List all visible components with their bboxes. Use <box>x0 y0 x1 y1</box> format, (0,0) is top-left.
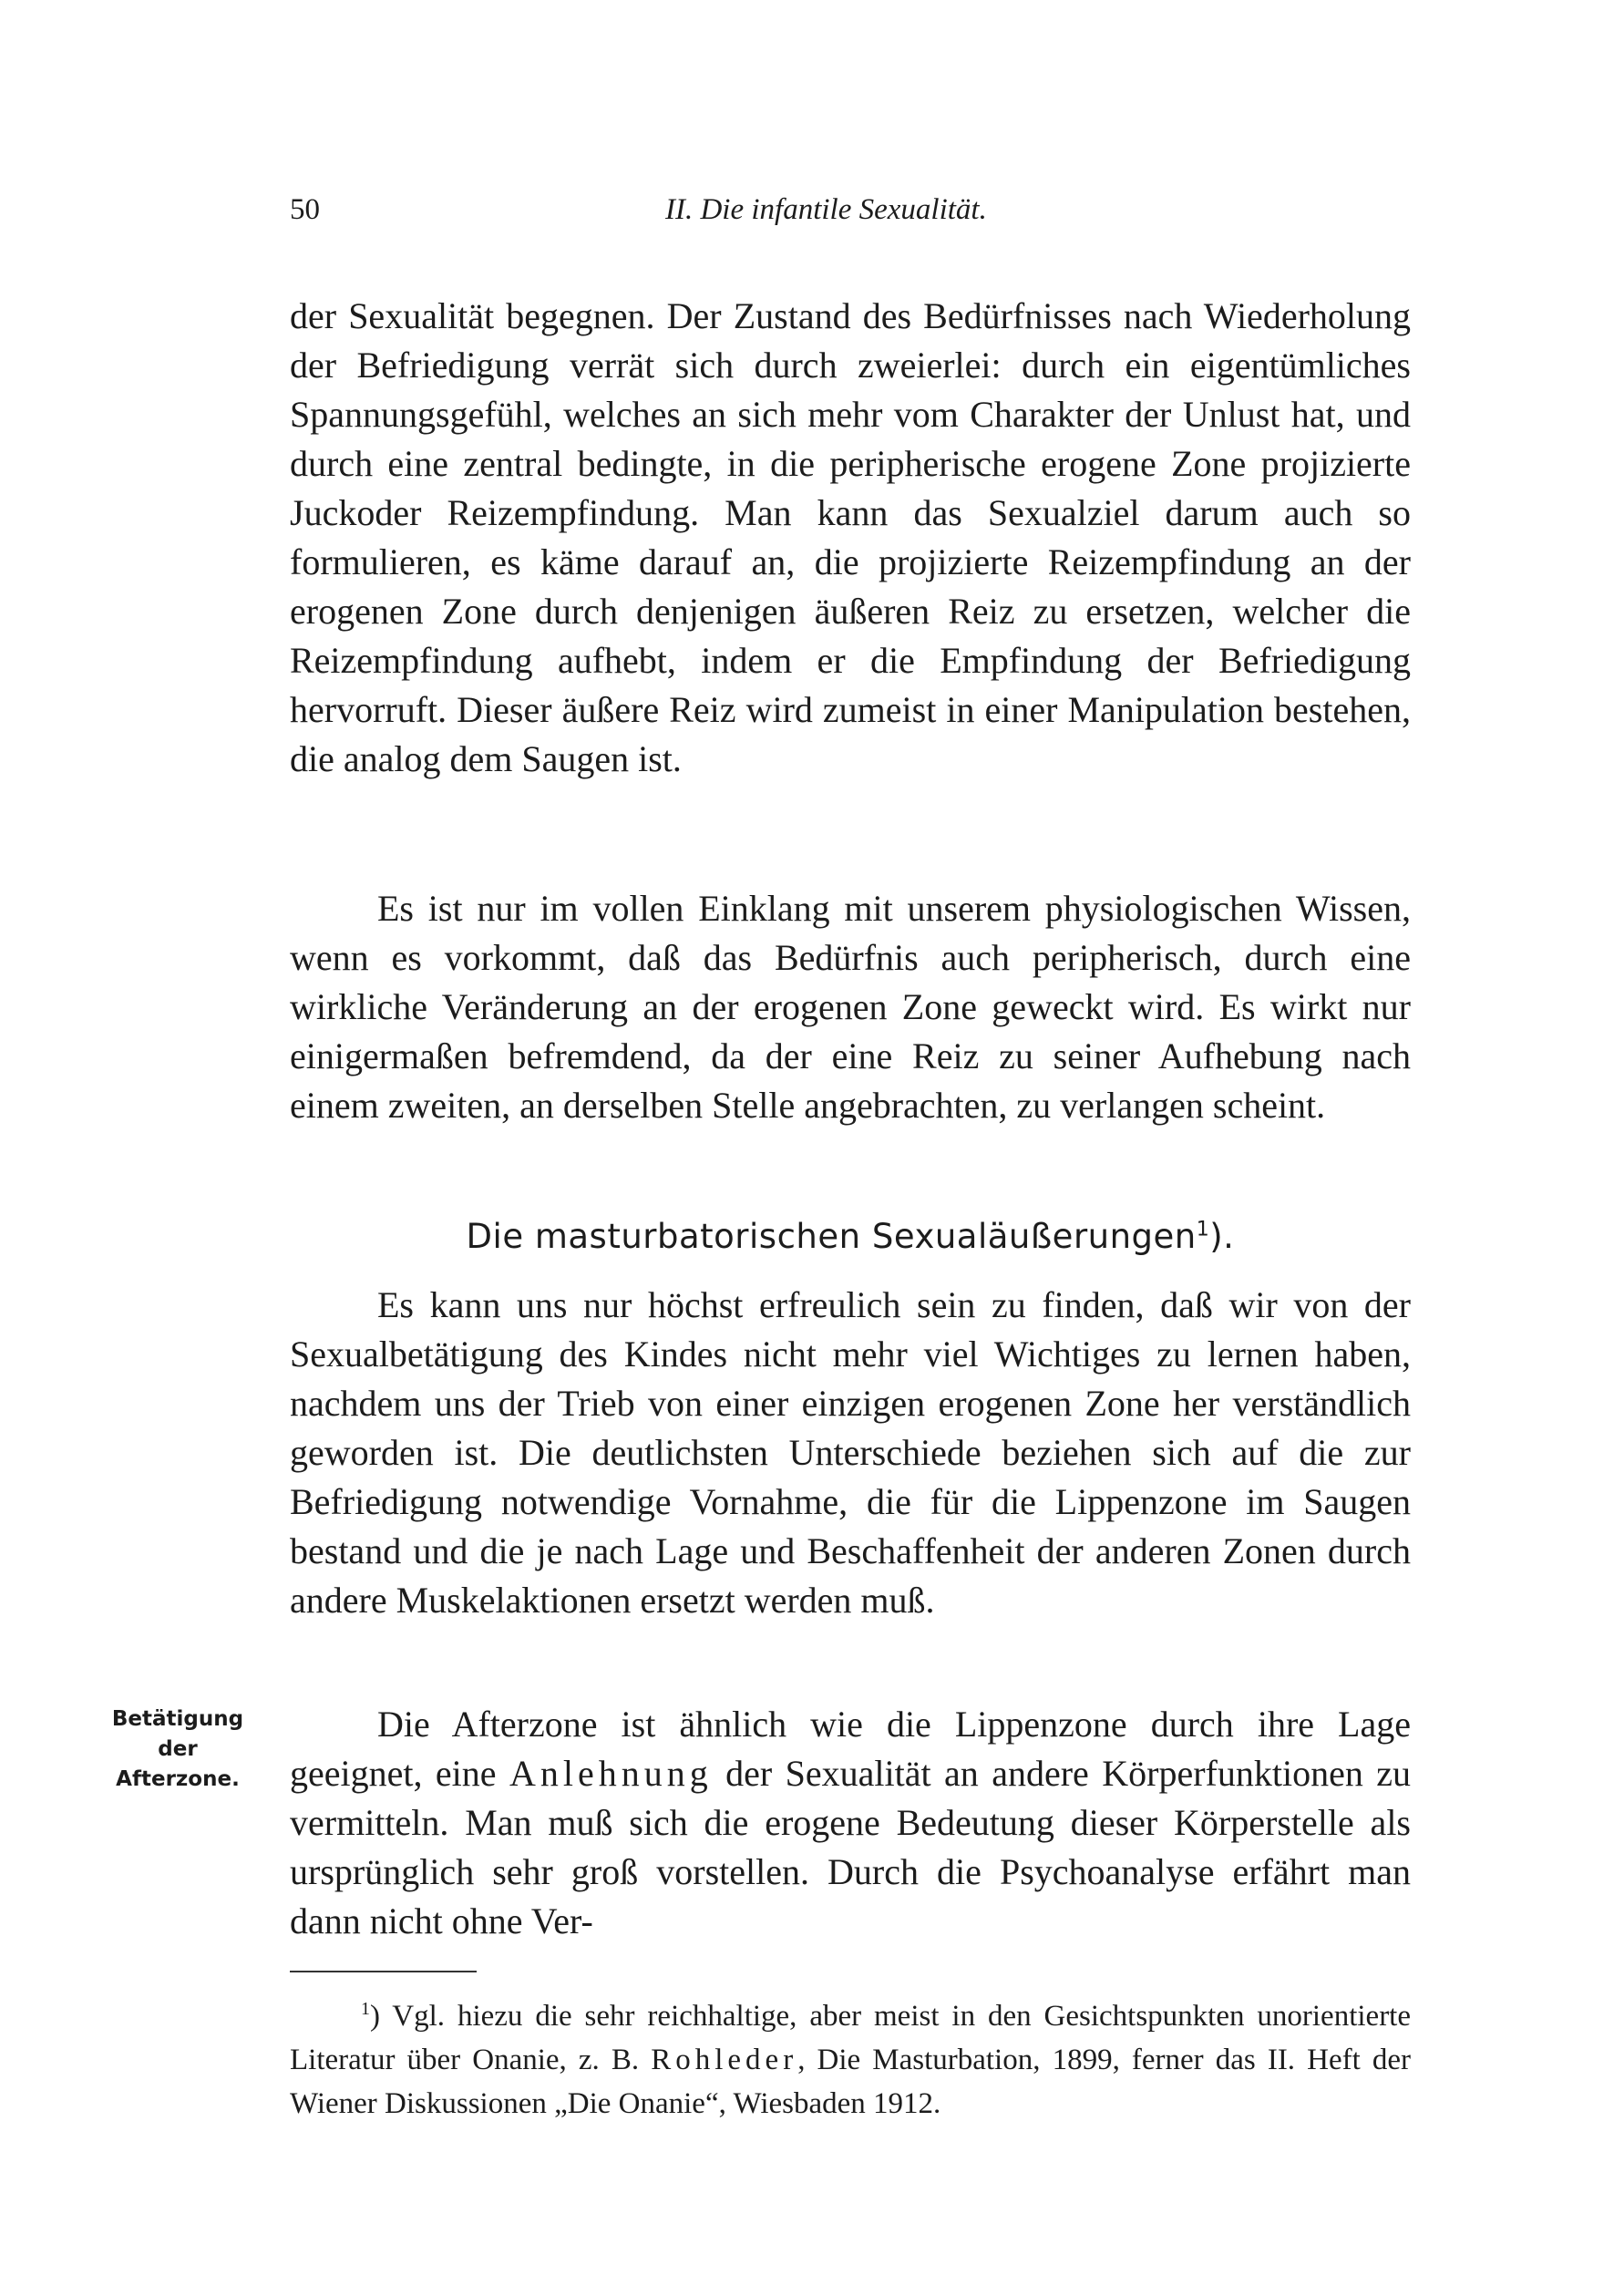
running-head: II. Die infantile Sexualität. <box>665 193 987 226</box>
footnotes <box>290 1987 1411 2126</box>
footnote-text: , Die Masturbation, 1899, ferner das II. Heft der Wiener Diskussionen „Die Onanie“, Wiesbaden 1912. <box>290 2044 1412 2120</box>
footnote-mark: 1 <box>361 1999 370 2019</box>
paragraph-text: Es kann uns nur höchst erfreulich sein zu finden, daß wir von der Sexualbetätigung des Kindes nicht mehr viel Wichtiges zu lernen haben, nachdem uns der Trieb von einer einzigen erogenen Zone her verständlich geworden ist. Die deutlichsten Unterschiede beziehen sich auf die zur Befriedigung notwendige Vornahme, die für die Lippenzone im Saugen bestand und die je nach Lage und Beschaffenheit der anderen Zonen durch andere Muskelaktionen ersetzt werden muß. <box>290 1284 1411 1621</box>
paragraph-text-part: Die Afterzone ist ähnlich wie die Lippenzone durch ihre Lage geeignet, eine <box>290 1704 1411 1794</box>
footnote-reference[interactable]: 1 <box>1196 1218 1210 1241</box>
section-heading-text: Die masturbatorischen Sexualäußerungen <box>466 1217 1197 1256</box>
margin-note <box>91 1704 264 1795</box>
section-heading <box>290 1217 1411 1256</box>
footnote-item <box>290 1987 1411 2126</box>
emphasized-word: Anlehnung <box>509 1753 713 1794</box>
margin-note-line: Afterzone. <box>116 1767 240 1791</box>
margin-note-line: Betätigung <box>111 1707 244 1731</box>
paragraph-anal-zone <box>290 1700 1411 1946</box>
page-header <box>290 193 1411 241</box>
paragraph-continuation <box>290 292 1411 784</box>
paragraph-text: Es ist nur im vollen Einklang mit unserem physiologischen Wissen, wenn es vorkommt, daß das Bedürfnis auch peripherisch, durch eine wirkliche Veränderung an der erogenen Zone geweckt wird. Es wirkt nur einigermaßen befremdend, da der eine Reiz zu seiner Aufhebung nach einem zweiten, an derselben Stelle angebrachten, zu verlangen scheint. <box>290 888 1411 1126</box>
paragraph-text <box>290 1700 1411 1946</box>
margin-note-line: der <box>158 1737 198 1761</box>
page-number: 50 <box>290 193 320 226</box>
paragraph-peripheral-stimulus <box>290 884 1411 1130</box>
footnote-author: Rohleder <box>651 2044 798 2076</box>
footnote-text: Vgl. hiezu die sehr reichhaltige, aber meist in den Gesichtspunkten unorientierte Literatur über Onanie, z. B. <box>290 2000 1411 2076</box>
paragraph-text-part: der Sexualität an andere Körperfunktionen zu vermitteln. Man muß sich die erogene Bedeutung dieser Körperstelle als ursprünglich sehr groß vorstellen. Durch die Psychoanalyse erfährt man dann nicht ohne Ver- <box>290 1753 1411 1941</box>
paragraph-masturbation <box>290 1281 1411 1625</box>
footnote-mark-close: ) <box>370 2000 380 2033</box>
footnote-divider <box>290 1971 477 1972</box>
section-heading-close: ). <box>1209 1217 1235 1256</box>
paragraph-text: der Sexualität begegnen. Der Zustand des Bedürfnisses nach Wiederholung der Befriedigung verrät sich durch zweierlei: durch ein eigentümliches Spannungsgefühl, welches an sich mehr vom Charakter der Unlust hat, und durch eine zentral bedingte, in die peripherische erogene Zone projizierte Juckoder Reizempfindung. Man kann das Sexualziel darum auch so formulieren, es käme darauf an, die projizierte Reizempfindung an der erogenen Zone durch denjenigen äußeren Reiz zu ersetzen, welcher die Reizempfindung aufhebt, indem er die Empfindung der Befriedigung hervorruft. Dieser äußere Reiz wird zumeist in einer Manipulation bestehen, die analog dem Saugen ist. <box>290 295 1411 779</box>
